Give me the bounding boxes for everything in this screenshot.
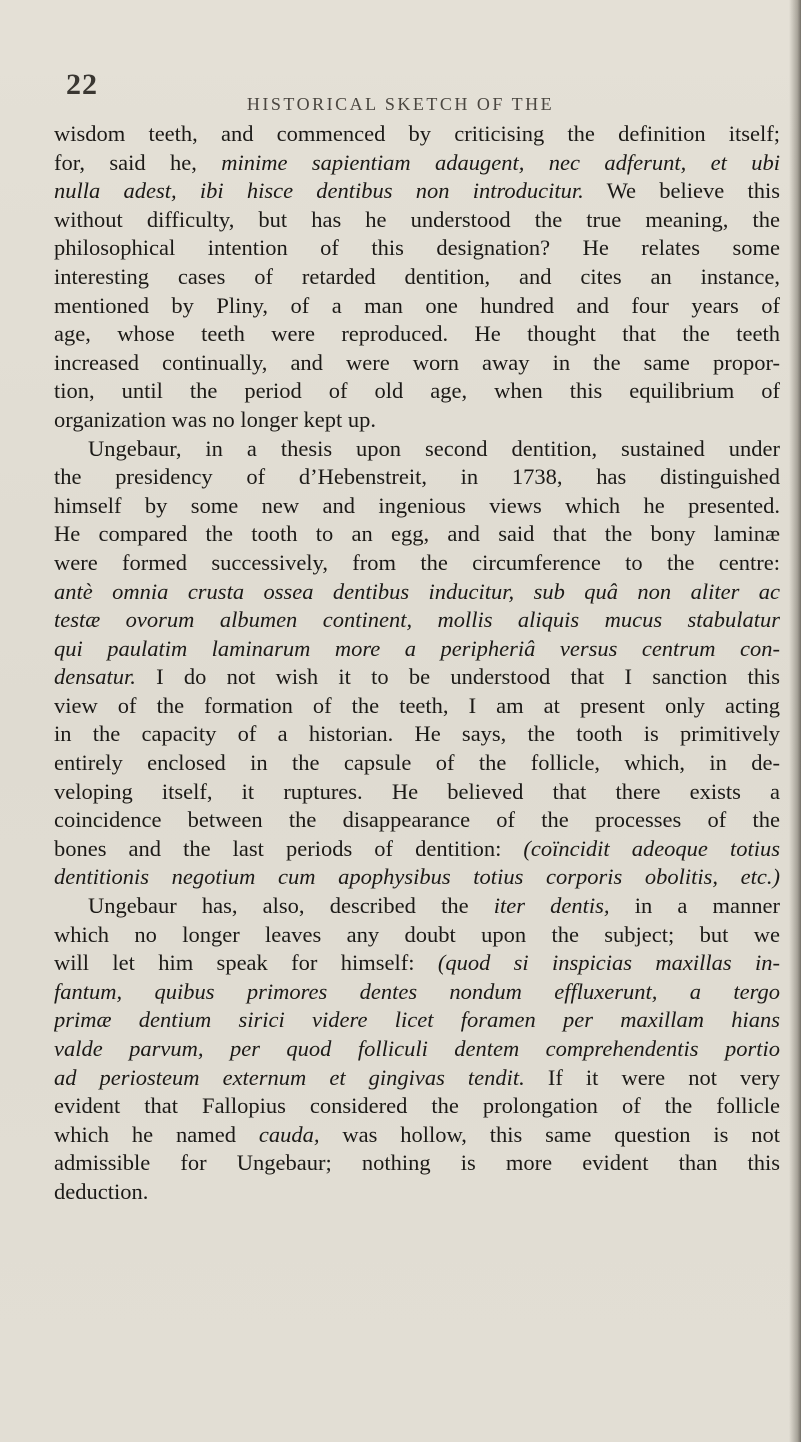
text-line [54,349,780,378]
text-line [54,1149,780,1178]
text-line [54,1121,780,1150]
text-line [54,463,780,492]
text-line [54,1178,780,1207]
text-run: deduction. [54,1178,149,1204]
text-run: coincidence between the disappearance of the processes of the [54,807,780,833]
text-run: which no longer leaves any doubt upon the subject; but we [54,921,780,947]
text-run: will let him speak for himself: [54,950,438,976]
text-line [54,120,780,149]
text-run: mentioned by Pliny, of a man one hundred and four years of [54,292,780,318]
text-line [54,177,780,206]
text-line [54,377,780,406]
text-run: evident that Fallopius considered the prolongation of the follicle [54,1093,780,1119]
italic-latin-text: densatur. [54,664,136,690]
text-run: wisdom teeth, and commenced by criticising the definition itself; [54,121,780,146]
body-text [54,120,780,1207]
italic-latin-text: dentitionis negotium cum apophysibus totius corporis obolitis, etc.) [54,864,780,890]
text-line [54,1092,780,1121]
italic-latin-text: minime sapientiam adaugent, nec adferunt, et ubi [221,149,780,175]
text-run: I do not wish it to be understood that I sanction this [135,664,780,690]
text-line [54,1006,780,1035]
text-line [54,978,780,1007]
italic-latin-text: cauda, [258,1121,320,1147]
page-edge-shadow [789,0,801,1442]
text-line [54,149,780,178]
text-line [54,892,780,921]
text-line [54,606,780,635]
italic-latin-text: valde parvum, per quod folliculi dentem comprehendentis portio [54,1036,780,1061]
text-line [54,549,780,578]
text-run: himself by some new and ingenious views which he presented. [54,492,780,518]
text-run: We believe this [583,178,780,204]
italic-latin-text: iter dentis, [493,893,610,919]
text-run: was hollow, this same question is not [319,1121,780,1147]
italic-latin-text: ad periosteum externum et gingivas tendit. [54,1064,525,1090]
text-run: the presidency of d’Hebenstreit, in 1738, has distinguished [54,464,780,490]
text-line [54,749,780,778]
italic-latin-text: primæ dentium sirici videre licet foramen per maxillam hians [54,1007,780,1033]
text-run: admissible for Ungebaur; nothing is more evident than this [54,1150,780,1176]
text-line [54,835,780,864]
running-head: HISTORICAL SKETCH OF THE [246,94,555,114]
text-line [54,720,780,749]
text-run: Ungebaur has, also, described the [88,893,494,919]
italic-latin-text: nulla adest, ibi hisce dentibus non introducitur. [54,178,584,204]
italic-latin-text: fantum, quibus primores dentes nondum effluxerunt, a tergo [54,978,780,1004]
text-run: age, whose teeth were reproduced. He thought that the teeth [54,321,780,347]
text-line [54,578,780,607]
text-line [54,234,780,263]
text-line [54,921,780,950]
text-run: bones and the last periods of dentition: [54,835,524,861]
text-run: If it were not very [524,1064,780,1090]
text-line [54,1035,780,1064]
text-line [54,863,780,892]
text-line [54,263,780,292]
text-line [54,406,780,435]
text-run: for, said he, [54,149,222,175]
text-line [54,292,780,321]
text-run: Ungebaur, in a thesis upon second dentition, sustained under [88,435,780,461]
text-line [54,949,780,978]
text-line [54,1064,780,1093]
text-run: philosophical intention of this designation? He relates some [54,235,780,261]
text-line [54,520,780,549]
text-run: without difficulty, but has he understood the true meaning, the [54,206,780,232]
text-run: interesting cases of retarded dentition, and cites an instance, [54,263,780,289]
italic-latin-text: (coïncidit adeoque totius [523,835,780,861]
text-run: veloping itself, it ruptures. He believed that there exists a [54,778,780,804]
text-run: view of the formation of the teeth, I am at present only acting [54,692,780,718]
text-line [54,492,780,521]
text-line [54,806,780,835]
text-run: in the capacity of a historian. He says, the tooth is primitively [54,721,780,747]
text-line [54,206,780,235]
italic-latin-text: (quod si inspicias maxillas in- [437,950,780,976]
text-run: He compared the tooth to an egg, and said that the bony laminæ [54,521,780,547]
text-line [54,320,780,349]
text-run: tion, until the period of old age, when this equilibrium of [54,378,780,404]
text-line [54,635,780,664]
text-line [54,692,780,721]
text-run: were formed successively, from the circumference to the centre: [54,549,780,575]
italic-latin-text: qui paulatim laminarum more a peripheriâ versus centrum con- [54,635,780,661]
text-run: in a manner [609,893,780,919]
text-line [54,435,780,464]
text-line [54,663,780,692]
text-run: increased continually, and were worn away in the same propor- [54,349,780,375]
text-line [54,778,780,807]
text-run: which he named [54,1121,259,1147]
text-run: entirely enclosed in the capsule of the follicle, which, in de- [54,750,780,776]
text-run: organization was no longer kept up. [54,406,377,432]
italic-latin-text: testæ ovorum albumen continent, mollis aliquis mucus stabulatur [54,607,780,633]
italic-latin-text: antè omnia crusta ossea dentibus inducitur, sub quâ non aliter ac [54,578,780,604]
page-number: 22 [66,68,98,101]
